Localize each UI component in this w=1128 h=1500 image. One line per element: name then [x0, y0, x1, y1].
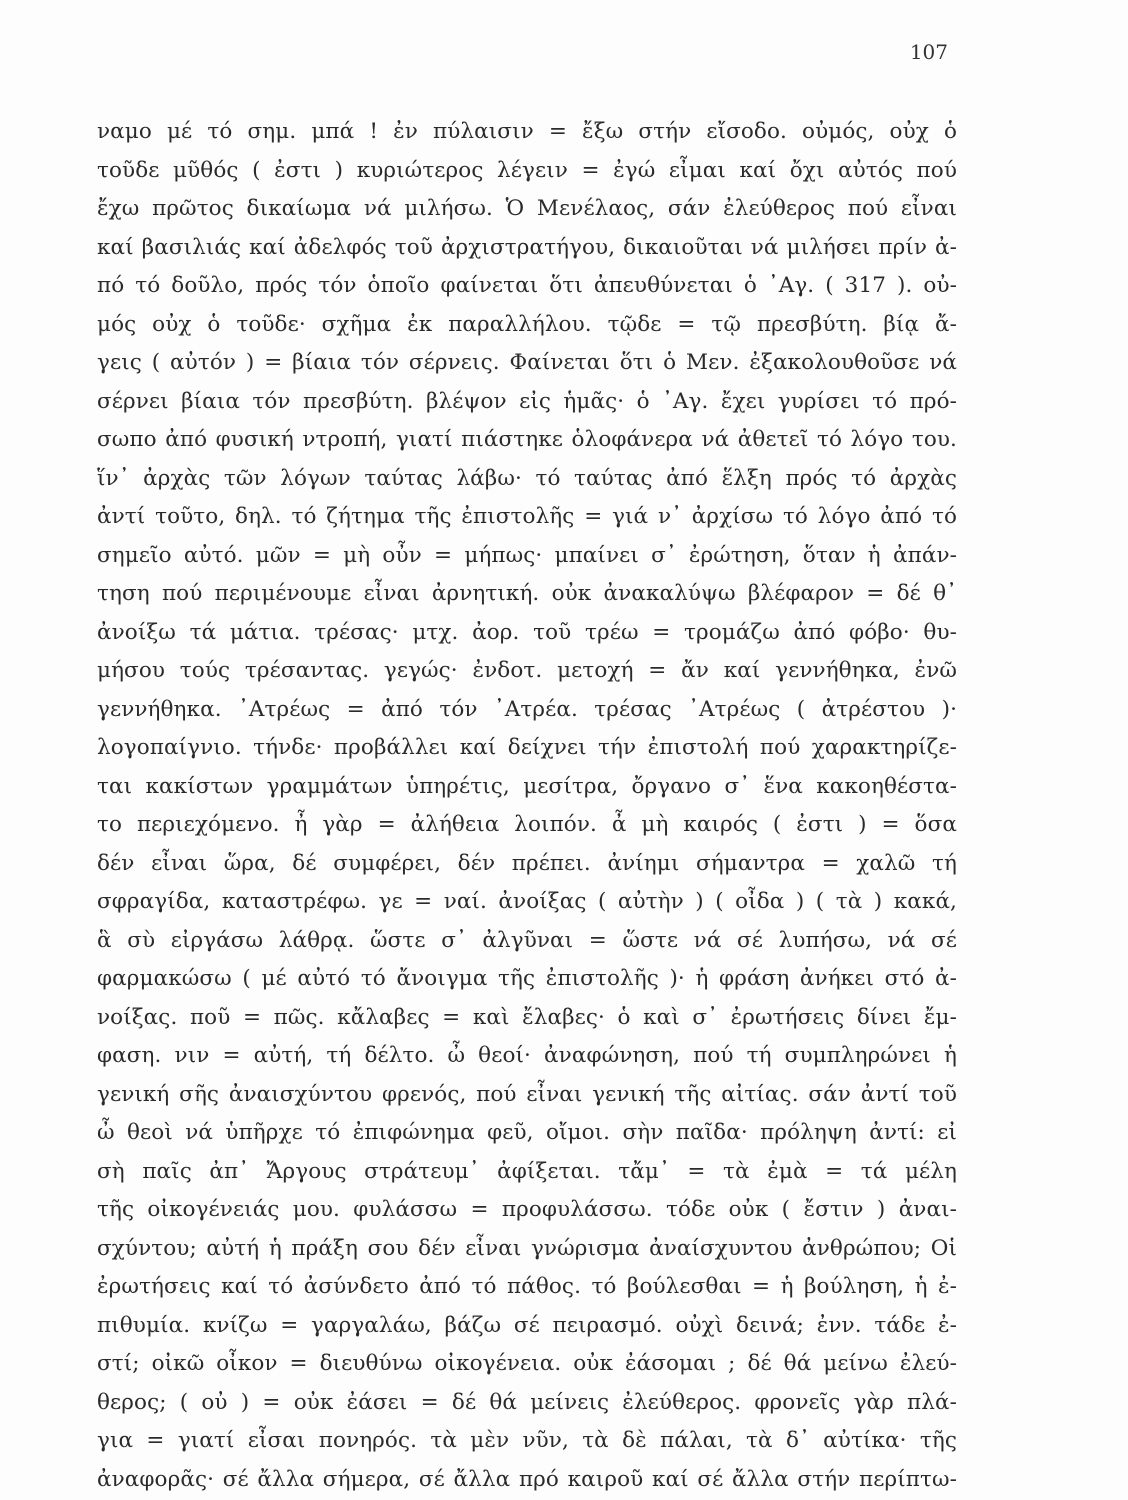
text-line: γεις ( αὐτόν ) = βίαια τόν σέρνεις. Φαίνεται ὅτι ὁ Μεν. ἐξακολουθοῦσε νά — [97, 350, 957, 375]
text-line: φαρμακώσω ( μέ αὐτό τό ἄνοιγμα τῆς ἐπιστολῆς )· ἡ φράση ἀνήκει στό ἀ- — [97, 966, 957, 991]
text-line: δέν εἶναι ὥρα, δέ συμφέρει, δέν πρέπει. ἀνίημι σήμαντρα = χαλῶ τή — [97, 850, 957, 876]
text-line: τῆς οἰκογένειάς μου. φυλάσσω = προφυλάσσω. τόδε οὐκ ( ἔστιν ) ἀναι- — [97, 1197, 957, 1222]
text-line: σέρνει βίαια τόν πρεσβύτη. βλέψον εἰς ἡμᾶς· ὁ ᾿Αγ. ἔχει γυρίσει τό πρό- — [97, 388, 957, 414]
text-line: ται κακίστων γραμμάτων ὑπηρέτις, μεσίτρα, ὄργανο σ᾿ ἕνα κακοηθέστα- — [97, 773, 957, 799]
text-line: ἵν᾿ ἀρχὰς τῶν λόγων ταύτας λάβω· τό ταύτας ἀπό ἕλξη πρός τό ἀρχὰς — [97, 465, 957, 491]
commentary-text — [97, 113, 957, 1499]
text-line: ἀναφορᾶς· σέ ἄλλα σήμερα, σέ ἄλλα πρό καιροῦ καί σέ ἄλλα στήν περίπτω- — [97, 1466, 957, 1492]
text-line: σχύντου; αὐτή ἡ πράξη σου δέν εἶναι γνώρισμα ἀναίσχυντου ἀνθρώπου; Οἱ — [97, 1235, 957, 1261]
page-number: 107 — [909, 40, 948, 64]
text-line: σωπο ἀπό φυσική ντροπή, γιατί πιάστηκε ὁλοφάνερα νά ἀθετεῖ τό λόγο του. — [97, 427, 957, 452]
text-line: για = γιατί εἶσαι πονηρός. τὰ μὲν νῦν, τὰ δὲ πάλαι, τὰ δ᾿ αὐτίκα· τῆς — [97, 1428, 957, 1453]
text-line: πό τό δοῦλο, πρός τόν ὁποῖο φαίνεται ὅτι ἀπευθύνεται ὁ ᾿Αγ. ( 317 ). οὐ- — [97, 273, 957, 298]
text-line: τηση πού περιμένουμε εἶναι ἀρνητική. οὐκ ἀνακαλύψω βλέφαρον = δέ θ᾿ — [97, 581, 957, 606]
text-line: μός οὐχ ὁ τοῦδε· σχῆμα ἐκ παραλλήλου. τῷδε = τῷ πρεσβύτη. βίᾳ ἄ- — [97, 311, 957, 337]
text-line: σφραγίδα, καταστρέφω. γε = ναί. ἀνοίξας ( αὐτὴν ) ( οἶδα ) ( τὰ ) κακά, — [97, 889, 957, 914]
text-line: ἀντί τοῦτο, δηλ. τό ζήτημα τῆς ἐπιστολῆς = γιά ν᾿ ἀρχίσω τό λόγο ἀπό τό — [97, 504, 957, 529]
text-line: φαση. νιν = αὐτή, τή δέλτο. ὦ θεοί· ἀναφώνηση, πού τή συμπληρώνει ἡ — [97, 1043, 957, 1068]
text-line: ἔχω πρῶτος δικαίωμα νά μιλήσω. Ὁ Μενέλαος, σάν ἐλεύθερος πού εἶναι — [97, 196, 957, 221]
text-line: τοῦδε μῦθός ( ἐστι ) κυριώτερος λέγειν = ἐγώ εἶμαι καί ὄχι αὐτός πού — [97, 157, 957, 183]
text-line: σημεῖο αὐτό. μῶν = μὴ οὖν = μήπως· μπαίνει σ᾿ ἐρώτηση, ὅταν ἡ ἀπάν- — [97, 542, 957, 568]
text-line: γεννήθηκα. ᾿Ατρέως = ἀπό τόν ᾿Ατρέα. τρέσας ᾿Ατρέως ( ἀτρέστου )· — [97, 696, 957, 722]
text-line: ἀνοίξω τά μάτια. τρέσας· μτχ. ἀορ. τοῦ τρέω = τρομάζω ἀπό φόβο· θυ- — [97, 619, 957, 645]
text-line: στί; οἰκῶ οἶκον = διευθύνω οἰκογένεια. οὐκ ἐάσομαι ; δέ θά μείνω ἐλεύ- — [97, 1351, 957, 1376]
text-line: το περιεχόμενο. ἦ γὰρ = ἀλήθεια λοιπόν. ἆ μὴ καιρός ( ἐστι ) = ὅσα — [97, 812, 957, 837]
text-line: πιθυμία. κνίζω = γαργαλάω, βάζω σέ πειρασμό. οὐχὶ δεινά; ἐνν. τάδε ἐ- — [97, 1312, 957, 1338]
text-line: γενική σῆς ἀναισχύντου φρενός, πού εἶναι γενική τῆς αἰτίας. σάν ἀντί τοῦ — [97, 1081, 957, 1107]
text-line: ἃ σὺ εἰργάσω λάθρᾳ. ὥστε σ᾿ ἀλγῦναι = ὥστε νά σέ λυπήσω, νά σέ — [97, 927, 957, 953]
text-line: ναμο μέ τό σημ. μπά ! ἐν πύλαισιν = ἔξω στήν εἴσοδο. οὐμός, οὐχ ὁ — [97, 119, 957, 144]
text-line: ἐρωτήσεις καί τό ἀσύνδετο ἀπό τό πάθος. τό βούλεσθαι = ἡ βούληση, ἡ ἐ- — [97, 1274, 957, 1299]
text-line: θερος; ( οὐ ) = οὐκ ἐάσει = δέ θά μείνεις ἐλεύθερος. φρονεῖς γὰρ πλά- — [97, 1389, 957, 1415]
text-line: σὴ παῖς ἀπ᾿ Ἄργους στράτευμ᾿ ἀφίξεται. τἄμ᾿ = τὰ ἐμὰ = τά μέλη — [97, 1158, 957, 1184]
text-line: λογοπαίγνιο. τήνδε· προβάλλει καί δείχνει τήν ἐπιστολή πού χαρακτηρίζε- — [97, 735, 957, 760]
text-line: μήσου τούς τρέσαντας. γεγώς· ἐνδοτ. μετοχή = ἄν καί γεννήθηκα, ἐνῶ — [97, 658, 957, 683]
text-line: καί βασιλιάς καί ἀδελφός τοῦ ἀρχιστρατήγου, δικαιοῦται νά μιλήσει πρίν ἀ- — [97, 234, 957, 260]
text-line: νοίξας. ποῦ = πῶς. κἄλαβες = καὶ ἔλαβες· ὁ καὶ σ᾿ ἐρωτήσεις δίνει ἔμ- — [97, 1004, 957, 1030]
text-line: ὦ θεοὶ νά ὑπῆρχε τό ἐπιφώνημα φεῦ, οἴμοι. σὴν παῖδα· πρόληψη ἀντί: εἰ — [97, 1120, 957, 1145]
